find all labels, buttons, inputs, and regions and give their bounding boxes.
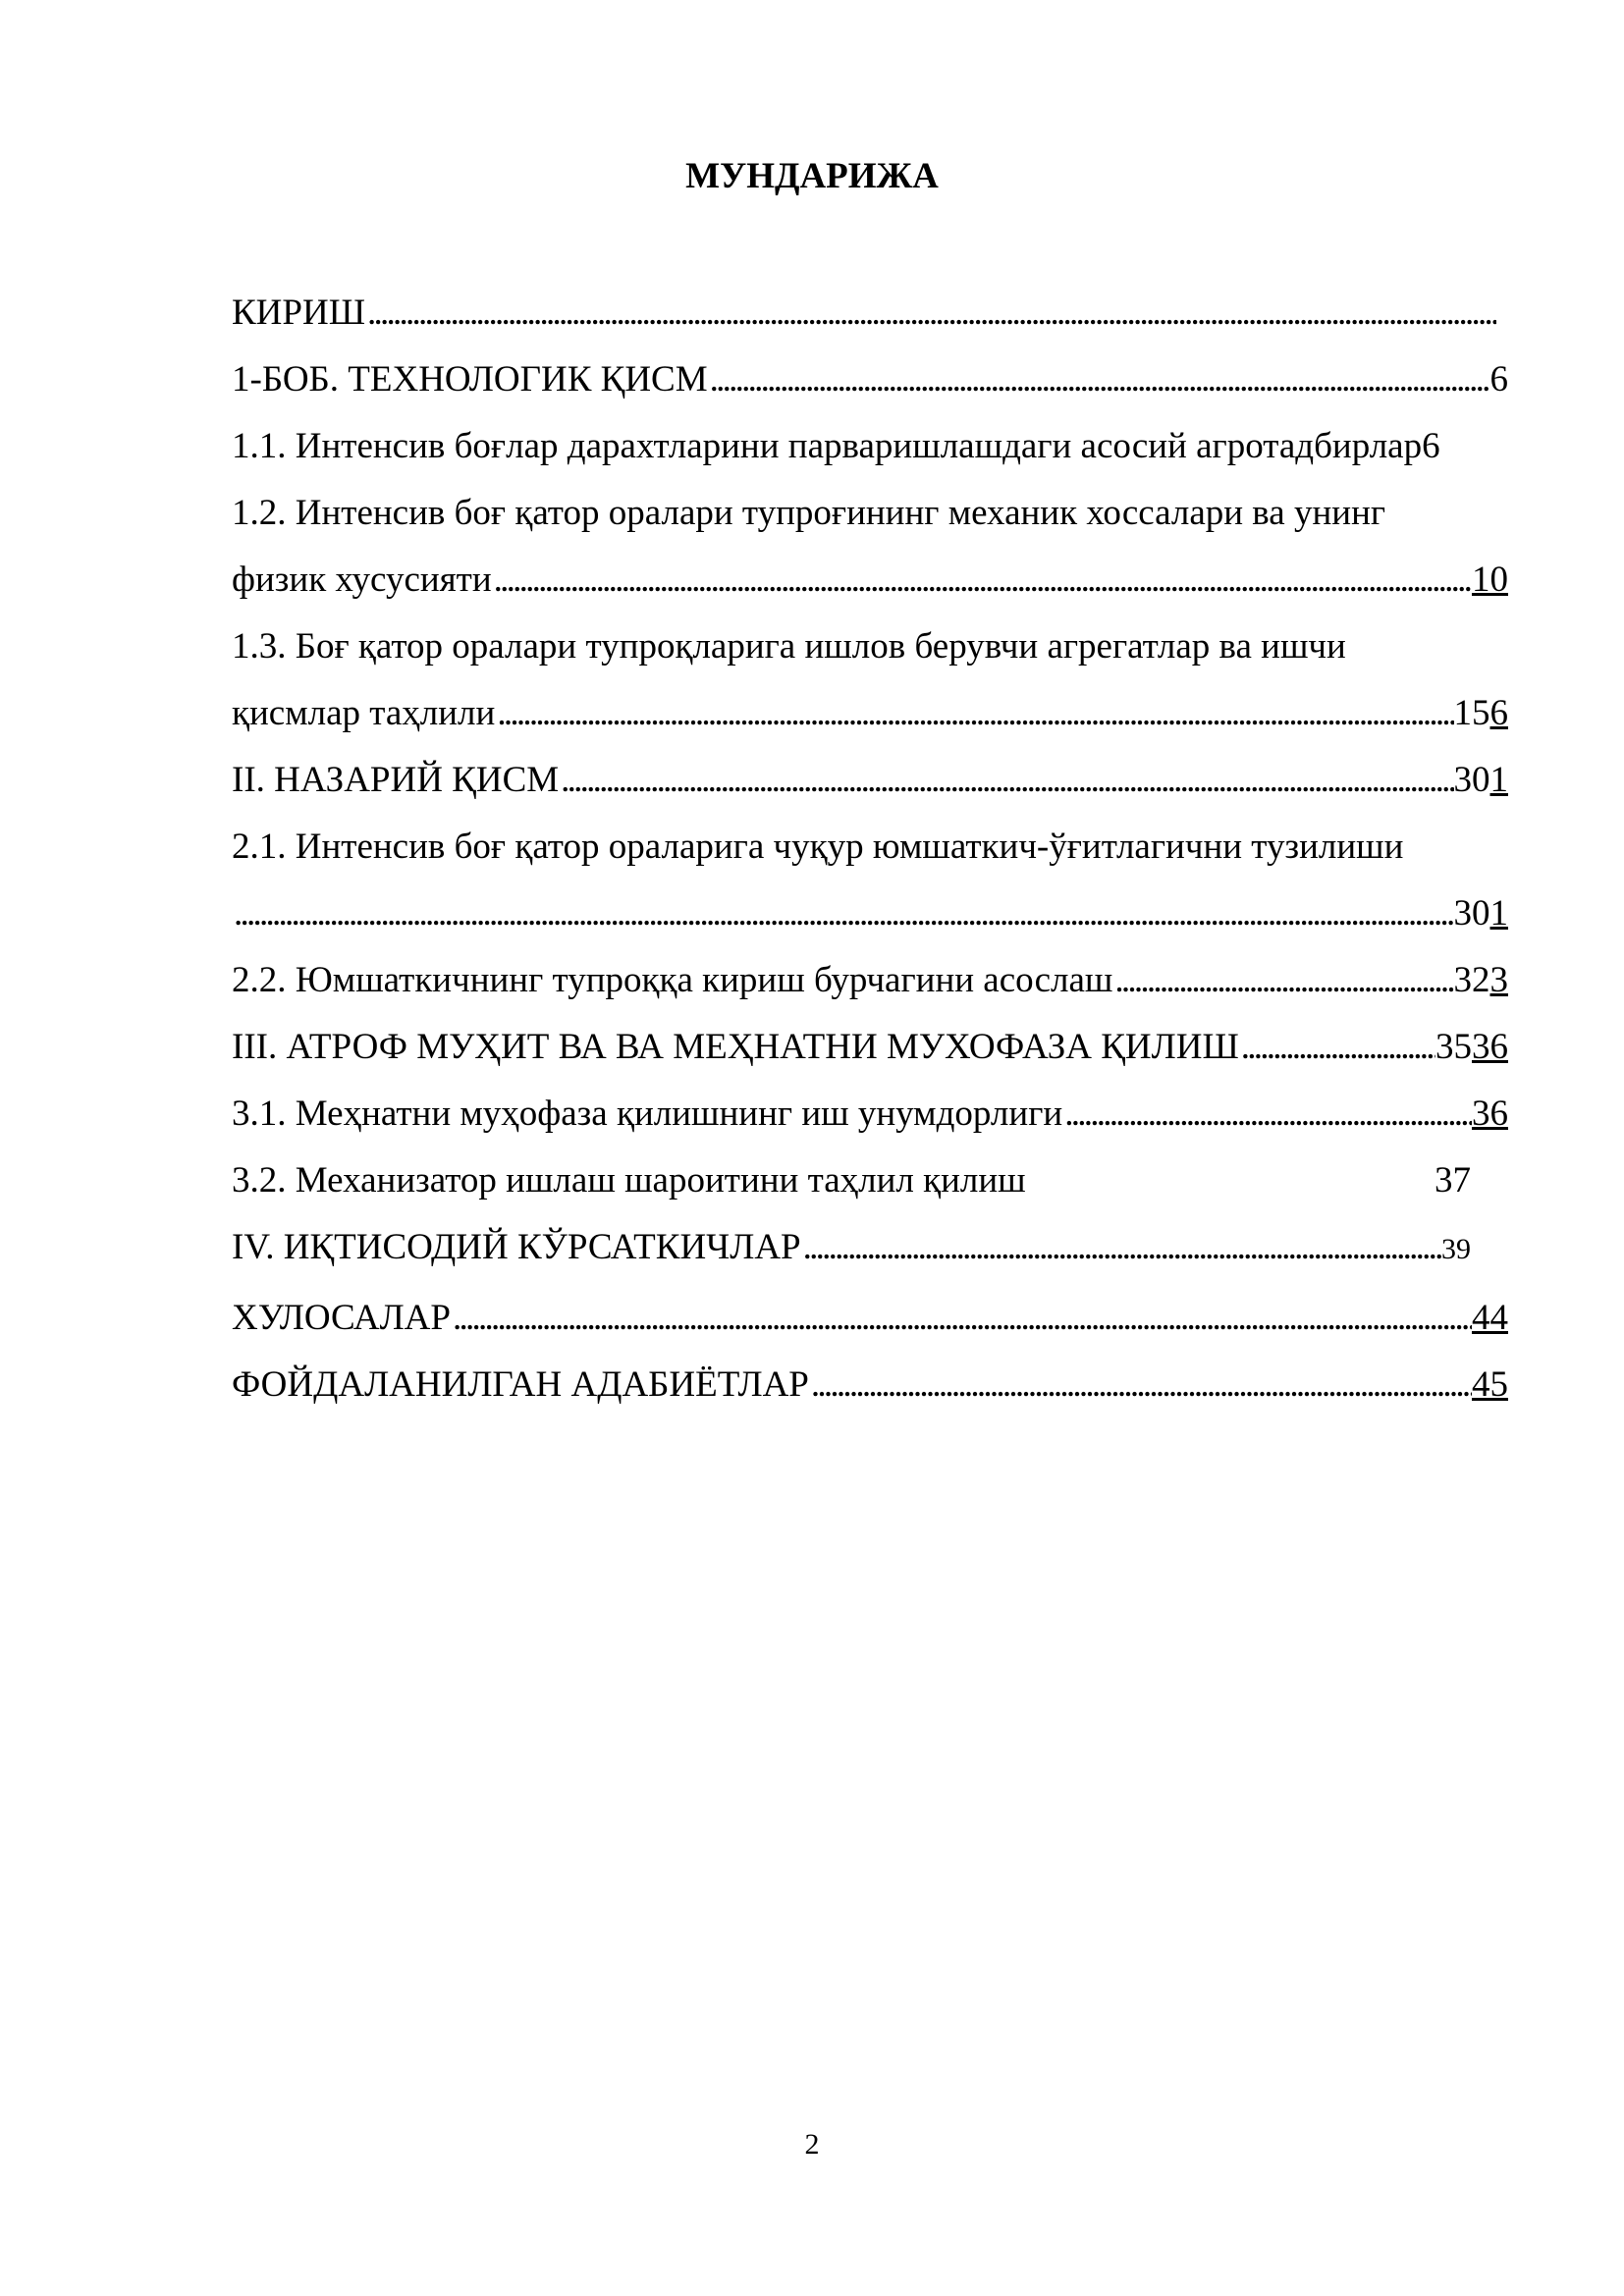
toc-entry-page: 6: [1422, 426, 1440, 466]
toc-entry-3-1[interactable]: [232, 1087, 1508, 1142]
toc-leader-dots: [492, 553, 1472, 608]
toc-entry-page: 39: [1441, 1233, 1471, 1265]
toc-leader-dots: [708, 352, 1490, 407]
toc-entry-3-2[interactable]: [232, 1153, 1508, 1208]
toc-entry-title: 1.3. Боғ қатор оралари тупроқларига ишлов берувчи агрегатлар ва ишчи: [232, 626, 1346, 667]
toc-entry-page: 3536: [1435, 1027, 1508, 1067]
toc-leader-dots: [365, 286, 1496, 341]
toc-entry-page: 10: [1472, 560, 1508, 600]
toc-entry-title: 1.2. Интенсив боғ қатор оралари тупроғининг механик хоссалари ва унинг: [232, 493, 1386, 533]
toc-entry-title: қисмлар таҳлили: [232, 693, 496, 733]
toc-leader-dots: [451, 1291, 1472, 1346]
toc-entry-introduction[interactable]: [232, 286, 1508, 341]
toc-entry-title: II. НАЗАРИЙ ҚИСМ: [232, 760, 560, 800]
toc-entry-page: 6: [1489, 359, 1508, 400]
toc-leader-dots: [495, 686, 1453, 741]
toc-entry-title: 3.2. Механизатор ишлаш шароитини таҳлил қилиш: [232, 1160, 1026, 1201]
toc-entry-page: 36: [1472, 1094, 1508, 1134]
toc-entry-title: ХУЛОСАЛАР: [232, 1298, 451, 1338]
toc-leader-dots: [1112, 953, 1453, 1008]
toc-entry-chapter-2[interactable]: [232, 753, 1508, 808]
toc-entry-1-3-line-1[interactable]: [232, 619, 1508, 674]
toc-leader-dots: [559, 753, 1453, 808]
toc-leader-dots: [809, 1358, 1472, 1413]
toc-entry-page: 44: [1472, 1298, 1508, 1338]
toc-entry-title: IV. ИҚТИСОДИЙ КЎРСАТКИЧЛАР: [232, 1227, 801, 1267]
toc-entry-2-1-line-2[interactable]: [232, 886, 1508, 941]
toc-entry-chapter-3[interactable]: [232, 1020, 1508, 1075]
toc-entry-1-1[interactable]: [232, 419, 1508, 474]
toc-leader-dots: [1062, 1087, 1472, 1142]
toc-entry-conclusions[interactable]: [232, 1291, 1508, 1346]
toc-leader-dots: [232, 886, 1454, 941]
page-title: МУНДАРИЖА: [685, 156, 939, 196]
toc-entry-page: 323: [1453, 960, 1508, 1000]
toc-entry-title: КИРИШ: [232, 293, 366, 333]
toc-entry-title: ФОЙДАЛАНИЛГАН АДАБИЁТЛАР: [232, 1364, 809, 1405]
toc-entry-1-3-line-2[interactable]: [232, 686, 1508, 741]
toc-entry-2-2[interactable]: [232, 953, 1508, 1008]
toc-entry-title: III. АТРОФ МУҲИТ ВА ВА МЕҲНАТНИ МУХОФАЗА ҚИЛИШ: [232, 1027, 1239, 1067]
toc-entry-page: 301: [1453, 760, 1508, 800]
toc-entry-1-2-line-2[interactable]: [232, 553, 1508, 608]
toc-entry-title: 3.1. Меҳнатни муҳофаза қилишнинг иш унумдорлиги: [232, 1094, 1063, 1134]
toc-entry-title: 2.1. Интенсив боғ қатор ораларига чуқур юмшаткич-ўғитлагични тузилиши: [232, 827, 1404, 867]
toc-entry-page: 37: [1435, 1160, 1471, 1201]
toc-leader-dots: [801, 1220, 1441, 1275]
toc-entry-title: 1-БОБ. ТЕХНОЛОГИК ҚИСМ: [232, 359, 708, 400]
toc-entry-chapter-1[interactable]: [232, 352, 1508, 407]
toc-entry-references[interactable]: [232, 1358, 1508, 1413]
page-number: 2: [804, 2128, 820, 2161]
toc-entry-title: 2.2. Юмшаткичнинг тупроққа кириш бурчагини асослаш: [232, 960, 1113, 1000]
toc-entry-chapter-4[interactable]: [232, 1220, 1471, 1275]
toc-entry-page: 301: [1453, 893, 1508, 934]
toc-leader-dots: [1239, 1020, 1435, 1075]
toc-entry-1-2-line-1[interactable]: [232, 486, 1508, 541]
toc-entry-2-1-line-1[interactable]: [232, 820, 1508, 875]
toc-entry-title: физик хусусияти: [232, 560, 492, 600]
toc-entry-page: 156: [1453, 693, 1508, 733]
toc-entry-page: 45: [1472, 1364, 1508, 1405]
toc-entry-title: 1.1. Интенсив боғлар дарахтларини парваришлашдаги асосий агротадбирлар: [232, 426, 1423, 466]
